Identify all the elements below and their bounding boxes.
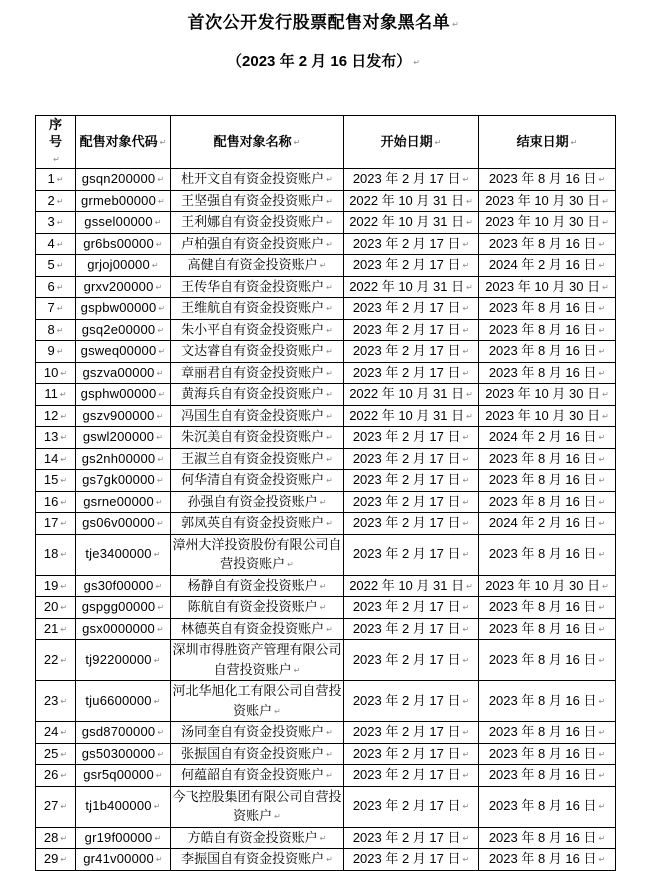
table-row	[36, 212, 616, 234]
document-subtitle: （2023 年 2 月 16 日发布） ↵	[0, 50, 647, 71]
cell-placement-code: gsphw00000 ↵	[76, 384, 171, 406]
cell-start-date: 2023 年 2 月 17 日 ↵	[344, 233, 479, 255]
cell-serial-number: 12 ↵	[36, 405, 76, 427]
cell-serial-number: 14 ↵	[36, 448, 76, 470]
cell-end-date: 2024 年 2 月 16 日 ↵	[479, 427, 616, 449]
table-row	[36, 786, 616, 827]
cell-end-date: 2023 年 10 月 30 日 ↵	[479, 276, 616, 298]
cell-placement-code: gswl200000 ↵	[76, 427, 171, 449]
table-row	[36, 722, 616, 744]
table-row	[36, 640, 616, 681]
cell-start-date: 2023 年 2 月 17 日 ↵	[344, 640, 479, 681]
table-row	[36, 276, 616, 298]
cell-serial-number: 13 ↵	[36, 427, 76, 449]
cell-placement-code: gsq2e00000 ↵	[76, 319, 171, 341]
cell-placement-name: 今飞控股集团有限公司自营投资账户 ↵	[171, 786, 344, 827]
table-row	[36, 491, 616, 513]
document-title: 首次公开发行股票配售对象黑名单 ↵	[0, 8, 647, 33]
cell-serial-number: 8 ↵	[36, 319, 76, 341]
cell-placement-name: 卢柏强自有资金投资账户 ↵	[171, 233, 344, 255]
cell-start-date: 2022 年 10 月 31 日 ↵	[344, 384, 479, 406]
cell-start-date: 2023 年 2 月 17 日 ↵	[344, 362, 479, 384]
table-row	[36, 233, 616, 255]
cell-end-date: 2024 年 2 月 16 日 ↵	[479, 255, 616, 277]
cell-placement-code: gsd8700000 ↵	[76, 722, 171, 744]
cell-placement-name: 黄海兵自有资金投资账户 ↵	[171, 384, 344, 406]
cell-placement-name: 张振国自有资金投资账户 ↵	[171, 743, 344, 765]
header-serial-number: 序号 ↵	[36, 116, 76, 169]
cell-end-date: 2023 年 8 月 16 日 ↵	[479, 722, 616, 744]
cell-placement-code: tj92200000 ↵	[76, 640, 171, 681]
cell-placement-name: 林德英自有资金投资账户 ↵	[171, 618, 344, 640]
cell-end-date: 2023 年 8 月 16 日 ↵	[479, 233, 616, 255]
cell-start-date: 2023 年 2 月 17 日 ↵	[344, 448, 479, 470]
cell-placement-code: gspgg00000 ↵	[76, 597, 171, 619]
cell-placement-name: 王利娜自有资金投资账户 ↵	[171, 212, 344, 234]
cell-placement-name: 方皓自有资金投资账户 ↵	[171, 827, 344, 849]
cell-serial-number: 27 ↵	[36, 786, 76, 827]
cell-placement-name: 陈航自有资金投资账户 ↵	[171, 597, 344, 619]
cell-placement-code: gr19f00000 ↵	[76, 827, 171, 849]
cell-start-date: 2023 年 2 月 17 日 ↵	[344, 298, 479, 320]
cell-placement-code: tju6600000 ↵	[76, 681, 171, 722]
table-row	[36, 405, 616, 427]
cell-end-date: 2023 年 8 月 16 日 ↵	[479, 319, 616, 341]
cell-placement-code: grxv200000 ↵	[76, 276, 171, 298]
cell-start-date: 2023 年 2 月 17 日 ↵	[344, 169, 479, 191]
cell-placement-code: gs2nh00000 ↵	[76, 448, 171, 470]
cell-serial-number: 17 ↵	[36, 513, 76, 535]
cell-serial-number: 11 ↵	[36, 384, 76, 406]
table-row	[36, 470, 616, 492]
cell-placement-code: gspbw00000 ↵	[76, 298, 171, 320]
cell-serial-number: 2 ↵	[36, 190, 76, 212]
cell-serial-number: 20 ↵	[36, 597, 76, 619]
cell-start-date: 2023 年 2 月 17 日 ↵	[344, 722, 479, 744]
cell-placement-name: 朱小平自有资金投资账户 ↵	[171, 319, 344, 341]
cell-placement-code: gszv900000 ↵	[76, 405, 171, 427]
cell-end-date: 2023 年 8 月 16 日 ↵	[479, 618, 616, 640]
cell-end-date: 2023 年 8 月 16 日 ↵	[479, 681, 616, 722]
table-row	[36, 597, 616, 619]
cell-placement-name: 王维航自有资金投资账户 ↵	[171, 298, 344, 320]
table-row	[36, 618, 616, 640]
cell-placement-code: gsrne00000 ↵	[76, 491, 171, 513]
cell-serial-number: 15 ↵	[36, 470, 76, 492]
header-end-date: 结束日期 ↵	[479, 116, 616, 169]
cell-placement-code: gsx0000000 ↵	[76, 618, 171, 640]
cell-start-date: 2023 年 2 月 17 日 ↵	[344, 470, 479, 492]
cell-placement-name: 朱沉美自有资金投资账户 ↵	[171, 427, 344, 449]
cell-serial-number: 21 ↵	[36, 618, 76, 640]
cell-placement-name: 漳州大洋投资股份有限公司自营投资账户 ↵	[171, 534, 344, 575]
cell-placement-code: gs06v00000 ↵	[76, 513, 171, 535]
cell-placement-name: 高健自有资金投资账户 ↵	[171, 255, 344, 277]
cell-serial-number: 22 ↵	[36, 640, 76, 681]
cell-serial-number: 24 ↵	[36, 722, 76, 744]
cell-placement-code: gszva00000 ↵	[76, 362, 171, 384]
cell-start-date: 2022 年 10 月 31 日 ↵	[344, 575, 479, 597]
table-row	[36, 448, 616, 470]
cell-placement-code: gsweq00000 ↵	[76, 341, 171, 363]
cell-serial-number: 3 ↵	[36, 212, 76, 234]
cell-placement-name: 何华清自有资金投资账户 ↵	[171, 470, 344, 492]
cell-end-date: 2023 年 10 月 30 日 ↵	[479, 190, 616, 212]
table-row	[36, 298, 616, 320]
cell-placement-name: 杜开文自有资金投资账户 ↵	[171, 169, 344, 191]
cell-placement-name: 冯国生自有资金投资账户 ↵	[171, 405, 344, 427]
table-row	[36, 743, 616, 765]
cell-serial-number: 9 ↵	[36, 341, 76, 363]
cell-start-date: 2023 年 2 月 17 日 ↵	[344, 491, 479, 513]
cell-placement-name: 王传华自有资金投资账户 ↵	[171, 276, 344, 298]
cell-end-date: 2023 年 8 月 16 日 ↵	[479, 597, 616, 619]
cell-serial-number: 16 ↵	[36, 491, 76, 513]
cell-serial-number: 19 ↵	[36, 575, 76, 597]
table-row	[36, 319, 616, 341]
cell-end-date: 2023 年 8 月 16 日 ↵	[479, 743, 616, 765]
table-row	[36, 827, 616, 849]
cell-start-date: 2022 年 10 月 31 日 ↵	[344, 212, 479, 234]
cell-placement-name: 何蕴韶自有资金投资账户 ↵	[171, 765, 344, 787]
cell-start-date: 2023 年 2 月 17 日 ↵	[344, 513, 479, 535]
cell-placement-name: 李振国自有资金投资账户 ↵	[171, 849, 344, 871]
cell-placement-name: 汤同奎自有资金投资账户 ↵	[171, 722, 344, 744]
cell-placement-code: gsr5q00000 ↵	[76, 765, 171, 787]
cell-placement-code: gr6bs00000 ↵	[76, 233, 171, 255]
cell-placement-name: 王坚强自有资金投资账户 ↵	[171, 190, 344, 212]
cell-start-date: 2023 年 2 月 17 日 ↵	[344, 618, 479, 640]
cell-serial-number: 6 ↵	[36, 276, 76, 298]
cell-placement-name: 杨静自有资金投资账户 ↵	[171, 575, 344, 597]
table-row	[36, 513, 616, 535]
cell-end-date: 2023 年 8 月 16 日 ↵	[479, 169, 616, 191]
table-row	[36, 341, 616, 363]
cell-end-date: 2023 年 8 月 16 日 ↵	[479, 362, 616, 384]
table-header-row	[36, 116, 616, 169]
header-placement-code: 配售对象代码 ↵	[76, 116, 171, 169]
table-row	[36, 534, 616, 575]
cell-start-date: 2022 年 10 月 31 日 ↵	[344, 405, 479, 427]
cell-end-date: 2023 年 8 月 16 日 ↵	[479, 765, 616, 787]
cell-serial-number: 18 ↵	[36, 534, 76, 575]
table-row	[36, 255, 616, 277]
cell-end-date: 2023 年 10 月 30 日 ↵	[479, 405, 616, 427]
table-row	[36, 575, 616, 597]
cell-end-date: 2023 年 8 月 16 日 ↵	[479, 341, 616, 363]
cell-start-date: 2022 年 10 月 31 日 ↵	[344, 190, 479, 212]
cell-serial-number: 10 ↵	[36, 362, 76, 384]
cell-serial-number: 4 ↵	[36, 233, 76, 255]
cell-start-date: 2023 年 2 月 17 日 ↵	[344, 681, 479, 722]
table-row	[36, 765, 616, 787]
cell-placement-code: gsqn200000 ↵	[76, 169, 171, 191]
cell-start-date: 2023 年 2 月 17 日 ↵	[344, 827, 479, 849]
table-row	[36, 681, 616, 722]
cell-end-date: 2023 年 8 月 16 日 ↵	[479, 448, 616, 470]
cell-end-date: 2023 年 8 月 16 日 ↵	[479, 298, 616, 320]
cell-start-date: 2023 年 2 月 17 日 ↵	[344, 255, 479, 277]
cell-end-date: 2023 年 8 月 16 日 ↵	[479, 827, 616, 849]
cell-start-date: 2023 年 2 月 17 日 ↵	[344, 743, 479, 765]
cell-end-date: 2023 年 8 月 16 日 ↵	[479, 786, 616, 827]
cell-placement-code: grjoj00000 ↵	[76, 255, 171, 277]
cell-placement-name: 孙强自有资金投资账户 ↵	[171, 491, 344, 513]
cell-start-date: 2023 年 2 月 17 日 ↵	[344, 765, 479, 787]
cell-placement-name: 王淑兰自有资金投资账户 ↵	[171, 448, 344, 470]
cell-placement-code: gs30f00000 ↵	[76, 575, 171, 597]
cell-start-date: 2023 年 2 月 17 日 ↵	[344, 786, 479, 827]
cell-placement-code: gssel00000 ↵	[76, 212, 171, 234]
table-header	[36, 116, 616, 169]
cell-start-date: 2023 年 2 月 17 日 ↵	[344, 427, 479, 449]
cell-serial-number: 29 ↵	[36, 849, 76, 871]
cell-end-date: 2023 年 8 月 16 日 ↵	[479, 534, 616, 575]
cell-end-date: 2024 年 2 月 16 日 ↵	[479, 513, 616, 535]
cell-end-date: 2023 年 8 月 16 日 ↵	[479, 491, 616, 513]
table-row	[36, 169, 616, 191]
document-page	[0, 8, 647, 866]
cell-placement-code: grmeb00000 ↵	[76, 190, 171, 212]
cell-placement-name: 河北华旭化工有限公司自营投资账户 ↵	[171, 681, 344, 722]
cell-end-date: 2023 年 10 月 30 日 ↵	[479, 212, 616, 234]
cell-start-date: 2023 年 2 月 17 日 ↵	[344, 597, 479, 619]
cell-placement-name: 郭凤英自有资金投资账户 ↵	[171, 513, 344, 535]
cell-placement-code: gr41v00000 ↵	[76, 849, 171, 871]
cell-end-date: 2023 年 10 月 30 日 ↵	[479, 384, 616, 406]
cell-placement-name: 文达睿自有资金投资账户 ↵	[171, 341, 344, 363]
cell-end-date: 2023 年 8 月 16 日 ↵	[479, 640, 616, 681]
cell-serial-number: 5 ↵	[36, 255, 76, 277]
cell-serial-number: 1 ↵	[36, 169, 76, 191]
cell-end-date: 2023 年 10 月 30 日 ↵	[479, 575, 616, 597]
cell-start-date: 2023 年 2 月 17 日 ↵	[344, 534, 479, 575]
cell-placement-code: tj1b400000 ↵	[76, 786, 171, 827]
table-row	[36, 849, 616, 871]
cell-start-date: 2023 年 2 月 17 日 ↵	[344, 319, 479, 341]
cell-serial-number: 26 ↵	[36, 765, 76, 787]
cell-serial-number: 23 ↵	[36, 681, 76, 722]
cell-end-date: 2023 年 8 月 16 日 ↵	[479, 849, 616, 871]
table-row	[36, 362, 616, 384]
cell-serial-number: 7 ↵	[36, 298, 76, 320]
cell-start-date: 2023 年 2 月 17 日 ↵	[344, 341, 479, 363]
table-row	[36, 190, 616, 212]
cell-start-date: 2022 年 10 月 31 日 ↵	[344, 276, 479, 298]
cell-placement-name: 章丽君自有资金投资账户 ↵	[171, 362, 344, 384]
cell-end-date: 2023 年 8 月 16 日 ↵	[479, 470, 616, 492]
header-start-date: 开始日期 ↵	[344, 116, 479, 169]
cell-placement-code: tje3400000 ↵	[76, 534, 171, 575]
table-body	[36, 169, 616, 871]
header-placement-name: 配售对象名称 ↵	[171, 116, 344, 169]
cell-placement-code: gs50300000 ↵	[76, 743, 171, 765]
cell-serial-number: 25 ↵	[36, 743, 76, 765]
table-row	[36, 384, 616, 406]
table-row	[36, 427, 616, 449]
blacklist-table	[35, 115, 616, 871]
cell-serial-number: 28 ↵	[36, 827, 76, 849]
cell-placement-name: 深圳市得胜资产管理有限公司自营投资账户 ↵	[171, 640, 344, 681]
cell-start-date: 2023 年 2 月 17 日 ↵	[344, 849, 479, 871]
cell-placement-code: gs7gk00000 ↵	[76, 470, 171, 492]
